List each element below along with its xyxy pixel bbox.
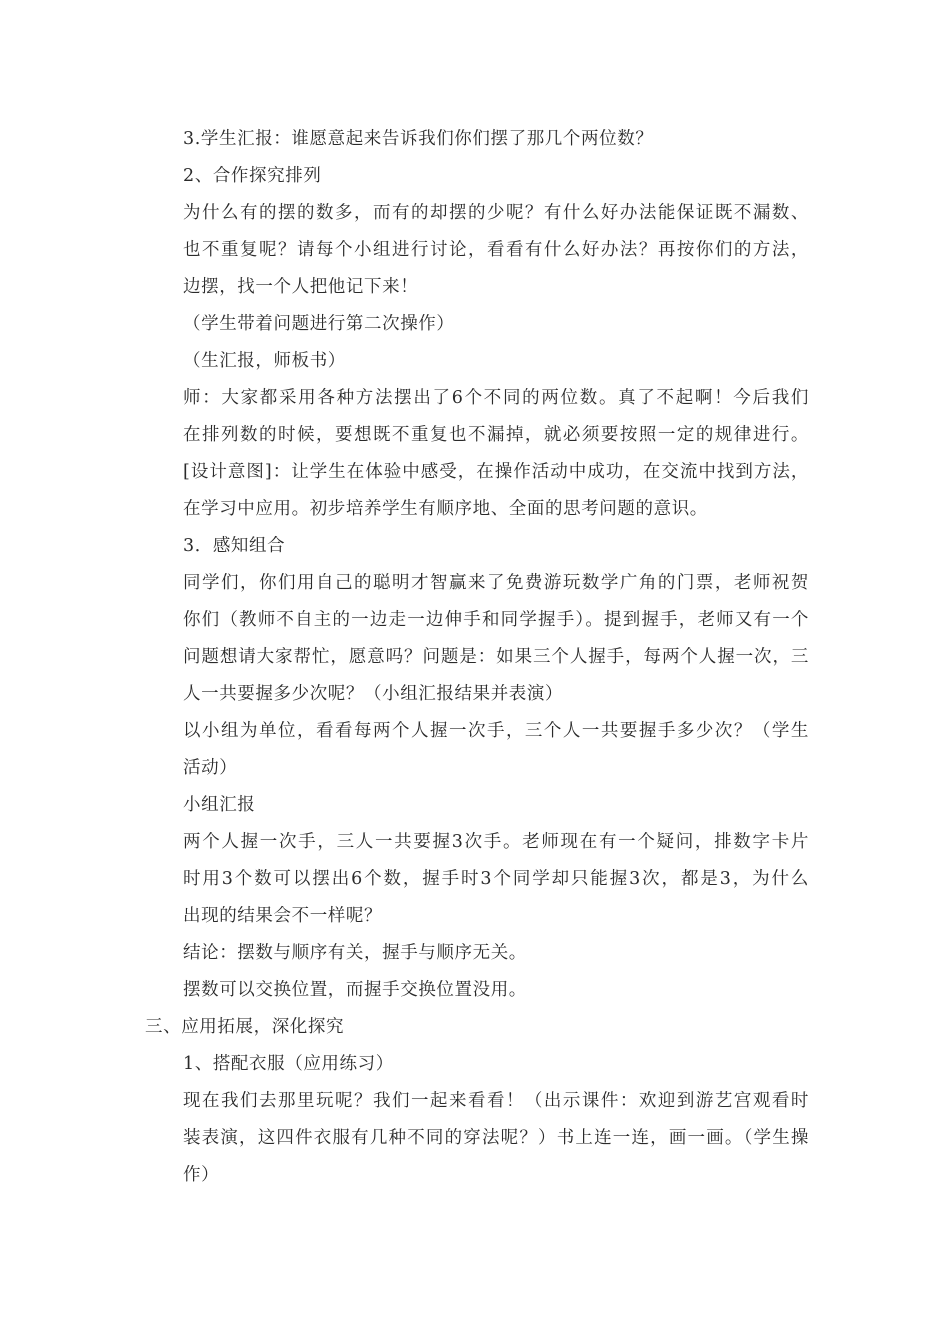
text-line: 为什么有的摆的数多，而有的却摆的少呢？有什么好办法能保证既不漏数、 [183,203,809,223]
document-body [145,121,809,1194]
text-line: 人一共要握多少次呢？（小组汇报结果并表演） [183,684,564,704]
text-line: 师：大家都采用各种方法摆出了6个不同的两位数。真了不起啊！今后我们 [183,388,809,408]
text-line: 1、搭配衣服（应用练习） [183,1054,394,1074]
text-line: 在排列数的时候，要想既不重复也不漏掉，就必须要按照一定的规律进行。 [183,425,809,445]
text-line: 现在我们去那里玩呢？我们一起来看看！（出示课件：欢迎到游艺宫观看时 [183,1091,809,1111]
text-line: 2、合作探究排列 [183,166,322,186]
text-line: 装表演，这四件衣服有几种不同的穿法呢？）书上连一连，画一画。（学生操 [183,1128,809,1148]
text-line: 你们（教师不自主的一边走一边伸手和同学握手）。提到握手，老师又有一个 [183,610,809,630]
text-line: [设计意图]：让学生在体验中感受，在操作活动中成功，在交流中找到方法， [183,462,809,482]
section-heading: 三、应用拓展，深化探究 [145,1017,345,1037]
text-line: 出现的结果会不一样呢？ [183,906,383,926]
text-line: 结论：摆数与顺序有关，握手与顺序无关。 [183,943,527,963]
text-line: 摆数可以交换位置，而握手交换位置没用。 [183,980,527,1000]
text-line: 作） [183,1165,220,1185]
text-line: 同学们，你们用自己的聪明才智赢来了免费游玩数学广角的门票，老师祝贺 [183,573,809,593]
text-line: 活动） [183,758,238,778]
text-line: 小组汇报 [183,795,256,815]
text-line: 也不重复呢？请每个小组进行讨论，看看有什么好办法？再按你们的方法， [183,240,809,260]
text-line: 边摆，找一个人把他记下来！ [183,277,419,297]
text-line: （学生带着问题进行第二次操作） [183,314,455,334]
text-line: 3．感知组合 [183,536,286,556]
text-line: 两个人握一次手，三人一共要握3次手。老师现在有一个疑问，排数字卡片 [183,832,809,852]
text-line: 时用3个数可以摆出6个数，握手时3个同学却只能握3次，都是3，为什么 [183,869,809,889]
text-line: 3.学生汇报：谁愿意起来告诉我们你们摆了那几个两位数？ [183,129,654,149]
text-line: 问题想请大家帮忙，愿意吗？问题是：如果三个人握手，每两个人握一次，三 [183,647,809,667]
text-line: 在学习中应用。初步培养学生有顺序地、全面的思考问题的意识。 [183,499,708,519]
text-line: 以小组为单位，看看每两个人握一次手，三个人一共要握手多少次？（学生 [183,721,809,741]
text-line: （生汇报，师板书） [183,351,346,371]
